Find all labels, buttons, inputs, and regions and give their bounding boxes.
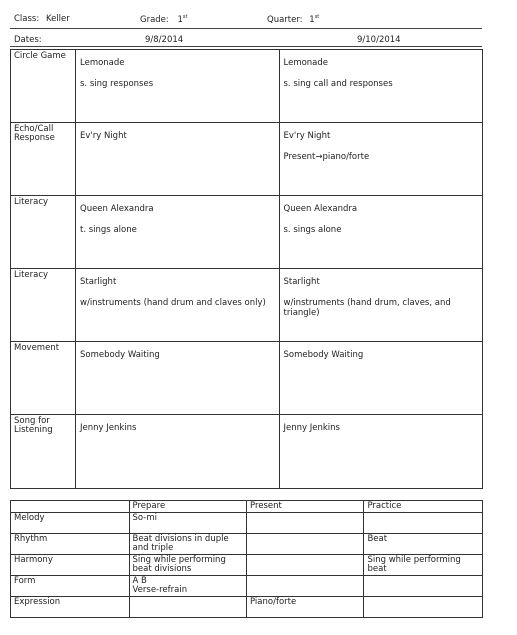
plan-row [11,269,483,342]
summary-cell-practice: Beat [364,534,483,555]
plan-cell-day2 [279,269,483,342]
summary-cell-practice [364,597,483,618]
summary-cell-present [246,534,363,555]
summary-cell-present: Piano/forte [246,597,363,618]
plan-row [11,415,483,489]
plan-row-label: Circle Game [11,50,76,123]
summary-cell-label: Expression [11,597,130,618]
activity-note: s. sing call and responses [283,79,393,89]
date-day2: 9/10/2014 [357,35,401,45]
activity-note: s. sings alone [283,225,342,235]
activity-title: Jenny Jenkins [283,423,340,433]
lesson-plan-table [10,49,483,489]
summary-cell-label: Form [11,576,130,597]
activity-note: t. sings alone [80,225,137,235]
plan-cell-day1 [76,50,280,123]
summary-cell-present [246,576,363,597]
class-label: Class: [14,14,40,24]
concept-summary-table [10,500,483,618]
summary-header-row [11,501,483,513]
activity-title: Jenny Jenkins [80,423,137,433]
plan-cell-day2 [279,123,483,196]
plan-cell-day1 [76,123,280,196]
plan-cell-day2 [279,196,483,269]
summary-cell-label: Melody [11,513,130,534]
summary-cell-prepare: A B Verse-refrain [129,576,246,597]
quarter-field [267,14,319,25]
summary-cell-practice [364,513,483,534]
grade-field [140,14,187,25]
header-rule-bottom [10,46,482,47]
plan-row-label: Literacy [11,269,76,342]
plan-row-label: Song for Listening [11,415,76,489]
summary-cell-prepare: Sing while performing beat divisions [129,555,246,576]
summary-cell-prepare: Beat divisions in duple and triple [129,534,246,555]
activity-title: Lemonade [283,58,329,68]
summary-cell-label: Harmony [11,555,130,576]
class-value: Keller [45,14,70,24]
plan-cell-day1 [76,415,280,489]
plan-cell-day1 [76,269,280,342]
grade-suffix: st [182,14,188,20]
plan-cell-day2 [279,415,483,489]
summary-cell-label: Rhythm [11,534,130,555]
plan-cell-day2 [279,342,483,415]
activity-title: Ev'ry Night [283,131,331,141]
activity-note: Present→piano/forte [283,152,370,162]
activity-title: Lemonade [80,58,125,68]
summary-row [11,576,483,597]
summary-row [11,597,483,618]
activity-title: Somebody Waiting [80,350,160,360]
plan-row-label: Literacy [11,196,76,269]
activity-note: s. sing responses [80,79,154,89]
quarter-suffix: st [314,14,320,20]
plan-cell-day1 [76,196,280,269]
plan-row-label: Movement [11,342,76,415]
activity-title: Queen Alexandra [283,204,358,214]
summary-row [11,555,483,576]
plan-cell-day1 [76,342,280,415]
summary-row [11,534,483,555]
summary-row [11,513,483,534]
plan-cell-day2 [279,50,483,123]
activity-title: Ev'ry Night [80,131,127,141]
grade-value: 1 [177,15,183,25]
activity-title: Starlight [283,277,320,287]
quarter-value: 1 [309,15,315,25]
summary-cell-practice: Sing while performing beat [364,555,483,576]
summary-cell-prepare: So-mi [129,513,246,534]
summary-cell-present [246,513,363,534]
summary-header-cell [11,501,130,513]
plan-row [11,123,483,196]
activity-note: w/instruments (hand drum, claves, and triangle) [283,298,451,318]
date-day1: 9/8/2014 [145,35,184,45]
plan-row-label: Echo/Call Response [11,123,76,196]
summary-cell-practice [364,576,483,597]
header-rule-top [10,28,482,29]
summary-cell-present [246,555,363,576]
activity-title: Starlight [80,277,117,287]
grade-label: Grade: [140,15,169,25]
summary-header-cell: Present [246,501,363,513]
activity-title: Somebody Waiting [283,350,364,360]
activity-title: Queen Alexandra [80,204,154,214]
quarter-label: Quarter: [267,15,303,25]
class-field [14,14,70,24]
summary-header-cell: Prepare [129,501,246,513]
plan-row [11,196,483,269]
plan-row [11,342,483,415]
plan-row [11,50,483,123]
activity-note: w/instruments (hand drum and claves only) [80,298,266,308]
dates-label: Dates: [14,35,42,45]
summary-cell-prepare [129,597,246,618]
summary-header-cell: Practice [364,501,483,513]
